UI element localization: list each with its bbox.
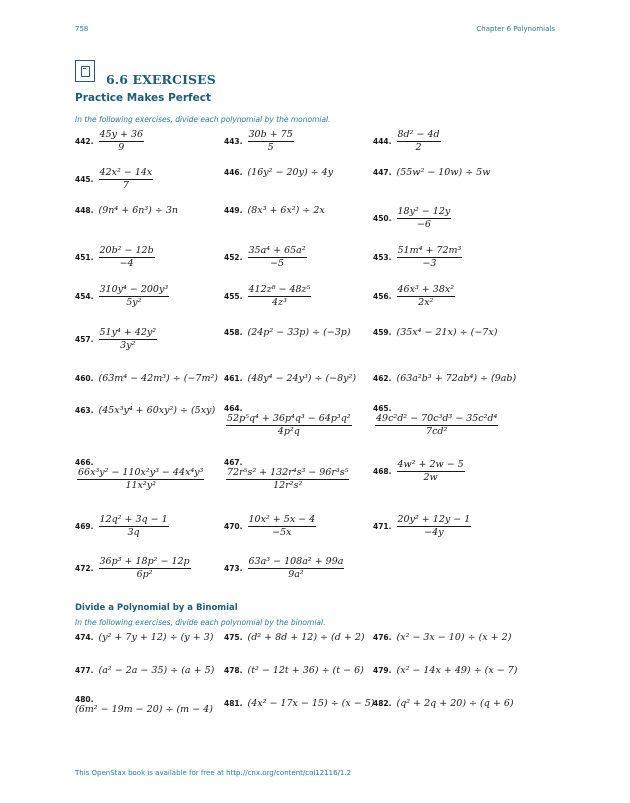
expression: (55w² − 10w) ÷ 5w [396,167,491,178]
problem-479 [373,665,517,676]
expression: (45x³y⁴ + 60xy²) ÷ (5xy) [98,405,216,416]
denominator: 7 [122,179,129,191]
denominator: 6p² [136,568,153,580]
expression: (4x² − 17x − 15) ÷ (x − 5) [247,698,375,709]
problem-464 [224,404,352,437]
denominator: 5y² [126,296,142,308]
problem-number: 453. [373,252,392,262]
footer-note: This OpenStax book is available for free at http://cnx.org/content/col12116/1.2 [75,769,352,777]
denominator: 4z³ [272,296,287,308]
denominator: −3 [422,257,437,269]
problem-449 [224,205,325,216]
problem-number: 445. [75,174,94,184]
numerator: 52p⁵q⁴ + 36p⁴q³ − 64p³q² [227,413,351,424]
problem-number: 466. [75,458,94,467]
denominator: 7cd² [426,425,448,437]
problem-482 [373,698,514,709]
denominator: 12r²s² [273,479,303,491]
problem-number: 447. [373,168,392,177]
problem-number: 481. [224,699,243,708]
expression: (48y⁴ − 24y³) ÷ (−8y²) [247,373,357,384]
expression: (35x⁴ − 21x) ÷ (−7x) [396,327,498,338]
problem-468 [373,460,465,483]
numerator: 310y⁴ − 200y³ [99,284,169,295]
problem-453 [373,246,462,269]
problem-number: 446. [224,168,243,177]
problem-454 [75,285,169,308]
problem-number: 470. [224,521,243,531]
problem-478 [224,665,364,676]
denominator: −5 [270,257,285,269]
problem-number: 476. [373,633,392,642]
problem-467 [224,458,349,491]
problem-number: 454. [75,291,94,301]
problem-number: 479. [373,666,392,675]
problem-459 [373,327,497,338]
numerator: 72r⁵s² + 132r⁴s³ − 96r³s⁵ [227,467,349,478]
problem-number: 482. [373,699,392,708]
expression: (63a²b³ + 72ab⁴) ÷ (9ab) [396,373,517,384]
numerator: 12q² + 3q − 1 [99,514,168,525]
problem-number: 475. [224,633,243,642]
denominator: −6 [416,218,431,230]
denominator: 9 [118,141,125,153]
problem-number: 443. [224,136,243,146]
numerator: 412z⁸ − 48z⁵ [248,284,311,295]
numerator: 10x² + 5x − 4 [248,514,316,525]
expression: (x² − 14x + 49) ÷ (x − 7) [396,665,518,676]
expression: (63m⁴ − 42m³) ÷ (−7m²) [98,373,218,384]
problem-number: 471. [373,521,392,531]
denominator: 2w [423,471,438,483]
problem-number: 458. [224,328,243,337]
problem-455 [224,285,311,308]
problem-463 [75,405,215,416]
denominator: −4y [424,526,444,538]
expression: (16y² − 20y) ÷ 4y [247,167,334,178]
expression: (a² − 2a − 35) ÷ (a + 5) [98,665,215,676]
problem-number: 480. [75,695,94,704]
page-number: 758 [75,25,89,33]
problem-460 [75,373,218,384]
problem-473 [224,557,344,580]
instructions-binomial: In the following exercises, divide each polynomial by the binomial. [75,618,326,627]
problem-471 [373,515,471,538]
problem-470 [224,515,316,538]
numerator: 42x² − 14x [99,167,153,178]
problem-457 [75,328,157,351]
numerator: 51m⁴ + 72m³ [397,245,462,256]
denominator: 2 [415,141,422,153]
problem-443 [224,130,294,153]
problem-444 [373,130,441,153]
subsection-title: Divide a Polynomial by a Binomial [75,603,238,613]
problem-number: 462. [373,374,392,383]
problem-number: 472. [75,563,94,573]
problem-number: 450. [373,213,392,223]
problem-number: 468. [373,466,392,476]
problem-442 [75,130,144,153]
numerator: 18y² − 12y [397,206,451,217]
problem-448 [75,205,178,216]
numerator: 20y² + 12y − 1 [397,514,471,525]
expression: (9n⁴ + 6n³) ÷ 3n [98,205,179,216]
numerator: 63a³ − 108a² + 99a [248,556,344,567]
expression: (q² + 2q + 20) ÷ (q + 6) [396,698,514,709]
problem-number: 459. [373,328,392,337]
problem-number: 469. [75,521,94,531]
section-subtitle: Practice Makes Perfect [75,92,211,104]
problem-474 [75,632,213,643]
problem-number: 452. [224,252,243,262]
chapter-title: Chapter 6 Polynomials [476,25,555,33]
problem-458 [224,327,351,338]
problem-451 [75,246,155,269]
problem-number: 477. [75,666,94,675]
problem-number: 467. [224,458,243,467]
problem-number: 448. [75,206,94,215]
expression: (x² − 3x − 10) ÷ (x + 2) [396,632,512,643]
problem-452 [224,246,307,269]
section-title: 6.6 EXERCISES [106,72,216,87]
problem-450 [373,207,451,230]
problem-number: 455. [224,291,243,301]
problem-number: 461. [224,374,243,383]
problem-456 [373,285,455,308]
numerator: 8d² − 4d [397,129,440,140]
expression: (8x³ + 6x²) ÷ 2x [247,205,325,216]
document-icon [75,60,95,82]
problem-number: 478. [224,666,243,675]
numerator: 49c²d² − 70c³d³ − 35c²d⁴ [376,413,498,424]
problem-480 [75,695,213,715]
instructions-monomial: In the following exercises, divide each polynomial by the monomial. [75,115,331,124]
numerator: 20b² − 12b [99,245,154,256]
numerator: 66x³y² − 110x²y³ − 44x⁴y³ [78,467,204,478]
problem-477 [75,665,214,676]
problem-475 [224,632,365,643]
problem-number: 465. [373,404,392,413]
denominator: 3y² [120,339,136,351]
problem-number: 474. [75,633,94,642]
numerator: 30b + 75 [248,129,293,140]
problem-number: 463. [75,406,94,415]
problem-number: 442. [75,136,94,146]
problem-462 [373,373,516,384]
problem-465 [373,404,498,437]
problem-number: 464. [224,404,243,413]
problem-number: 451. [75,252,94,262]
problem-469 [75,515,169,538]
numerator: 46x³ + 38x² [397,284,455,295]
problem-481 [224,698,375,709]
expression: (24p² − 33p) ÷ (−3p) [247,327,351,338]
denominator: 11x²y² [125,479,156,491]
problem-472 [75,557,191,580]
denominator: 3q [127,526,140,538]
numerator: 4w² + 2w − 5 [397,459,464,470]
problem-461 [224,373,356,384]
denominator: −4 [119,257,134,269]
denominator: 2x² [418,296,434,308]
problem-447 [373,167,490,178]
numerator: 36p³ + 18p² − 12p [99,556,190,567]
denominator: 4p²q [277,425,300,437]
expression: (6m² − 19m − 20) ÷ (m − 4) [75,704,213,715]
problem-number: 449. [224,206,243,215]
problem-466 [75,458,204,491]
denominator: 5 [267,141,274,153]
problem-number: 460. [75,374,94,383]
denominator: −5x [272,526,292,538]
expression: (d² + 8d + 12) ÷ (d + 2) [247,632,365,643]
problem-number: 457. [75,334,94,344]
problem-number: 473. [224,563,243,573]
denominator: 9a² [288,568,304,580]
problem-445 [75,168,153,191]
problem-476 [373,632,511,643]
problem-446 [224,167,333,178]
problem-number: 444. [373,136,392,146]
numerator: 35a⁴ + 65a² [248,245,306,256]
expression: (y² + 7y + 12) ÷ (y + 3) [98,632,214,643]
numerator: 51y⁴ + 42y² [99,327,157,338]
expression: (t² − 12t + 36) ÷ (t − 6) [247,665,364,676]
numerator: 45y + 36 [99,129,144,140]
problem-number: 456. [373,291,392,301]
